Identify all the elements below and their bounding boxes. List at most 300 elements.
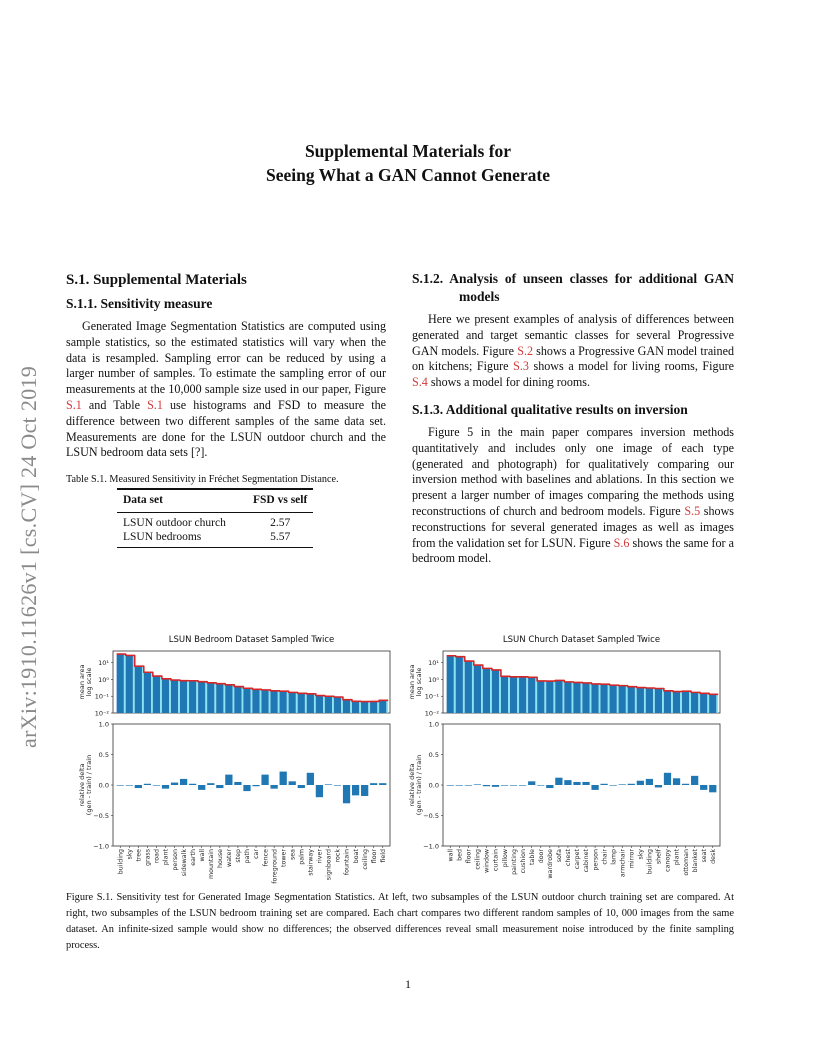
bar-gap-highlight <box>368 701 370 713</box>
bar-gap-highlight <box>169 679 171 713</box>
bar-mean-area <box>682 692 689 713</box>
y-tick-label: 10⁻² <box>424 709 439 718</box>
text-run: use histograms and FSD to measure the difference between two different samples of the same data set. Measurements are done for the LSUN outdoor church and the LSUN bedroom data sets [?]. <box>66 397 387 460</box>
bar-relative-delta <box>289 781 296 785</box>
bar-relative-delta <box>153 785 160 786</box>
sensitivity-paragraph <box>66 319 386 461</box>
bar-relative-delta <box>664 773 671 785</box>
bar-gap-highlight <box>386 700 388 713</box>
x-tick-label: field <box>379 849 387 863</box>
bar-gap-highlight <box>323 695 325 713</box>
table-cell: 2.57 <box>270 516 291 529</box>
y-axis-label: log scale <box>85 667 93 697</box>
sensitivity-table <box>117 488 313 548</box>
x-tick-label: sky <box>637 849 645 860</box>
bar-mean-area <box>225 685 232 713</box>
bar-gap-highlight <box>332 696 334 713</box>
text-run: shows a model for living rooms, Figure <box>528 359 735 374</box>
x-tick-label: fountain <box>343 849 351 876</box>
bar-relative-delta <box>171 783 178 785</box>
bar-mean-area <box>252 689 259 713</box>
bar-mean-area <box>289 692 296 713</box>
y-axis-label: mean area <box>408 664 416 700</box>
bar-gap-highlight <box>377 701 379 713</box>
bar-mean-area <box>456 657 463 713</box>
bar-mean-area <box>243 688 250 713</box>
bar-relative-delta <box>655 785 662 787</box>
bar-relative-delta <box>447 785 454 786</box>
bar-relative-delta <box>465 785 472 786</box>
bar-mean-area <box>555 681 562 713</box>
bar-mean-area <box>153 676 160 713</box>
bar-gap-highlight <box>590 683 592 713</box>
section-heading: S.1. Supplemental Materials <box>66 272 247 288</box>
y-tick-label: 1.0 <box>98 720 109 729</box>
text-run: Figure 5 in the main paper compares inversion methods quantitatively and includes only one image of each type (generated and photograph) for qualitatively comparing our inversion method with baselines and ablations. In this section we present a larger number of images comparing the methods using reconstructions of church and bedroom models. Figure <box>412 424 734 518</box>
x-tick-label: earth <box>189 849 197 866</box>
bar-gap-highlight <box>260 689 262 713</box>
bar-relative-delta <box>483 785 490 786</box>
bar-relative-delta <box>646 779 653 785</box>
x-tick-label: tower <box>280 849 288 867</box>
bar-mean-area <box>379 700 386 713</box>
y-tick-label: −0.5 <box>93 812 109 820</box>
x-tick-label: chair <box>601 849 609 865</box>
bar-relative-delta <box>234 782 241 785</box>
figure-ref-link[interactable]: S.3 <box>513 359 529 374</box>
figure-s1-charts <box>60 628 760 890</box>
bar-gap-highlight <box>251 688 253 713</box>
x-tick-label: person <box>592 849 600 871</box>
text-run: shows a model for dining rooms. <box>427 375 591 390</box>
x-tick-label: table <box>528 849 536 865</box>
x-tick-label: mountain <box>207 849 215 880</box>
bar-gap-highlight <box>608 685 610 713</box>
y-tick-label: −1.0 <box>93 842 109 851</box>
table-row <box>117 530 313 548</box>
bar-mean-area <box>144 673 151 713</box>
bar-mean-area <box>162 679 169 713</box>
x-tick-label: tree <box>135 849 143 862</box>
bar-gap-highlight <box>178 680 180 713</box>
bar-mean-area <box>352 701 359 713</box>
y-tick-label: 10⁻² <box>94 709 109 718</box>
x-tick-label: river <box>316 849 324 864</box>
x-tick-label: pillow <box>501 849 509 868</box>
bar-relative-delta <box>546 785 553 788</box>
x-tick-label: fence <box>262 849 270 867</box>
x-tick-label: building <box>646 849 654 875</box>
arxiv-stamp: arXiv:1910.11626v1 [cs.CV] 24 Oct 2019 <box>16 365 41 748</box>
bar-gap-highlight <box>214 683 216 713</box>
bar-mean-area <box>591 684 598 713</box>
bar-relative-delta <box>610 785 617 786</box>
bar-relative-delta <box>352 785 359 795</box>
x-tick-label: cabinet <box>583 849 591 873</box>
bar-mean-area <box>528 678 535 713</box>
bar-relative-delta <box>492 785 499 787</box>
x-tick-label: ceiling <box>361 849 369 870</box>
bar-mean-area <box>582 683 589 713</box>
x-tick-label: wall <box>447 849 455 862</box>
x-tick-label: painting <box>510 849 518 875</box>
bar-gap-highlight <box>544 681 546 713</box>
x-tick-label: sky <box>126 849 134 860</box>
bar-mean-area <box>519 677 526 713</box>
x-tick-label: shelf <box>655 849 663 865</box>
bar-relative-delta <box>501 785 508 786</box>
bar-relative-delta <box>474 784 481 785</box>
y-tick-label: −0.5 <box>423 812 439 820</box>
x-tick-label: lamp <box>610 849 618 865</box>
bar-mean-area <box>447 656 454 713</box>
bar-relative-delta <box>564 780 571 785</box>
bar-relative-delta <box>370 783 377 785</box>
bar-mean-area <box>601 685 608 713</box>
bar-gap-highlight <box>454 656 456 713</box>
bar-gap-highlight <box>205 682 207 713</box>
bar-gap-highlight <box>689 692 691 713</box>
x-tick-label: building <box>117 849 125 875</box>
text-run: Here we present examples of analysis of differences between generated and target semantic classes for several Progressive GAN models. Figure <box>412 312 734 358</box>
text-run: shows the same for a bedroom model. <box>412 535 734 566</box>
bar-gap-highlight <box>463 657 465 713</box>
bar-mean-area <box>135 666 142 713</box>
bar-relative-delta <box>537 785 544 786</box>
bar-mean-area <box>171 680 178 713</box>
x-tick-label: signboard <box>325 849 333 881</box>
x-tick-label: wall <box>198 849 206 862</box>
bar-mean-area <box>316 695 323 713</box>
x-tick-label: armchair <box>619 849 627 878</box>
x-tick-label: road <box>153 849 161 864</box>
bar-gap-highlight <box>124 654 126 713</box>
bar-mean-area <box>646 688 653 713</box>
bar-gap-highlight <box>599 684 601 713</box>
bar-relative-delta <box>135 785 142 788</box>
y-tick-label: 10⁻¹ <box>424 692 439 701</box>
x-tick-label: curtain <box>492 849 500 872</box>
bar-gap-highlight <box>526 677 528 713</box>
text-run: Generated Image Segmentation Statistics are computed using sample statistics, so the estimated statistics will vary when the data is resampled. Sampling error can be reduced by using a larger number of samples. To estimate the sampling error of our measurements at the 10,000 sample size used in our paper, Figure <box>66 319 386 397</box>
y-tick-label: −1.0 <box>423 842 439 851</box>
x-tick-label: plant <box>162 849 170 866</box>
bar-relative-delta <box>573 782 580 785</box>
bar-relative-delta <box>682 784 689 785</box>
chart-title: LSUN Bedroom Dataset Sampled Twice <box>168 635 335 645</box>
bar-mean-area <box>619 686 626 713</box>
x-tick-label: ottoman <box>682 849 690 876</box>
bar-relative-delta <box>700 785 707 790</box>
y-tick-label: 10¹ <box>428 659 439 668</box>
bar-mean-area <box>198 682 205 713</box>
y-tick-label: 10⁻¹ <box>94 692 109 701</box>
table-header-cell: Data set <box>117 489 247 512</box>
x-tick-label: car <box>253 849 261 859</box>
bar-relative-delta <box>144 784 151 785</box>
bar-mean-area <box>564 682 571 713</box>
bar-relative-delta <box>180 779 187 785</box>
x-tick-label: grass <box>144 849 152 867</box>
bar-mean-area <box>492 670 499 713</box>
paper-title <box>0 139 816 187</box>
bar-mean-area <box>361 701 368 713</box>
bar-mean-area <box>610 685 617 713</box>
bar-mean-area <box>483 669 490 713</box>
bar-mean-area <box>216 684 223 713</box>
x-tick-label: sea <box>289 849 297 861</box>
y-axis-label: relative delta <box>78 763 86 807</box>
bar-mean-area <box>261 690 268 713</box>
bar-mean-area <box>325 696 332 713</box>
figure-s1 <box>60 628 760 888</box>
x-tick-label: step <box>235 849 243 863</box>
bar-gap-highlight <box>517 677 519 713</box>
title-line-1: Supplemental Materials for <box>304 141 512 161</box>
y-axis-label: log scale <box>415 667 423 697</box>
bar-mean-area <box>474 665 481 713</box>
x-tick-label: ceiling <box>474 849 482 870</box>
bar-relative-delta <box>456 785 463 786</box>
x-tick-label: boat <box>352 849 360 864</box>
bar-gap-highlight <box>653 688 655 713</box>
bar-gap-highlight <box>707 694 709 713</box>
bar-mean-area <box>370 701 377 713</box>
bar-relative-delta <box>307 773 314 785</box>
bar-gap-highlight <box>223 684 225 713</box>
bar-relative-delta <box>261 775 268 785</box>
x-tick-label: chest <box>565 849 573 867</box>
bar-relative-delta <box>361 785 368 796</box>
bar-mean-area <box>189 681 196 713</box>
bar-relative-delta <box>673 778 680 785</box>
table-ref-link[interactable]: S.1 <box>147 397 163 412</box>
bar-mean-area <box>126 656 133 713</box>
bar-mean-area <box>700 694 707 713</box>
bar-gap-highlight <box>581 683 583 713</box>
x-tick-label: foreground <box>271 849 279 884</box>
right-column <box>412 270 734 574</box>
x-tick-label: sofa <box>556 849 564 863</box>
y-tick-label: 0.5 <box>428 751 439 759</box>
bar-relative-delta <box>528 781 535 785</box>
bar-gap-highlight <box>626 686 628 713</box>
bar-gap-highlight <box>680 692 682 713</box>
bar-relative-delta <box>298 785 305 788</box>
y-axis-label: (gen - train) / train <box>85 754 93 816</box>
bar-relative-delta <box>637 781 644 785</box>
bar-gap-highlight <box>671 691 673 713</box>
bar-mean-area <box>234 687 241 713</box>
bar-gap-highlight <box>635 687 637 713</box>
bar-relative-delta <box>379 783 386 785</box>
left-column <box>66 270 386 548</box>
bar-gap-highlight <box>644 688 646 713</box>
bar-mean-area <box>510 677 517 713</box>
text-run: shows a Progressive GAN model trained on kitchens; Figure <box>412 343 735 374</box>
figure-ref-link[interactable]: S.4 <box>412 375 428 390</box>
bar-relative-delta <box>207 783 214 785</box>
bar-gap-highlight <box>617 685 619 713</box>
y-axis-label: mean area <box>78 664 86 700</box>
y-tick-label: 0.0 <box>98 781 109 790</box>
y-axis-label: relative delta <box>408 763 416 807</box>
y-tick-label: 0.0 <box>428 781 439 790</box>
bar-gap-highlight <box>553 681 555 713</box>
x-tick-label: blanket <box>691 849 699 873</box>
x-tick-label: window <box>483 849 491 873</box>
bar-relative-delta <box>334 785 341 786</box>
bar-mean-area <box>207 683 214 713</box>
bar-relative-delta <box>271 785 278 789</box>
subsection-heading-unseen-classes: S.1.2. Analysis of unseen classes for additional GAN models <box>412 271 734 304</box>
bar-mean-area <box>271 691 278 713</box>
bar-gap-highlight <box>278 691 280 713</box>
bar-mean-area <box>691 693 698 713</box>
y-tick-label: 1.0 <box>428 720 439 729</box>
bar-gap-highlight <box>242 687 244 713</box>
y-axis-label: (gen - train) / train <box>415 754 423 816</box>
x-tick-label: palm <box>298 849 306 865</box>
x-tick-label: sidewalk <box>180 849 188 877</box>
bar-gap-highlight <box>305 693 307 713</box>
bar-mean-area <box>298 693 305 713</box>
bar-mean-area <box>709 695 716 713</box>
bar-relative-delta <box>243 785 250 791</box>
table-caption: Table S.1. Measured Sensitivity in Fréchet Segmentation Distance. <box>66 474 339 486</box>
bar-mean-area <box>673 692 680 713</box>
bar-gap-highlight <box>662 689 664 713</box>
bar-gap-highlight <box>160 676 162 713</box>
bar-relative-delta <box>189 784 196 785</box>
bar-mean-area <box>465 661 472 713</box>
table-header-cell: FSD vs self <box>247 489 313 512</box>
x-tick-label: carpet <box>574 849 582 870</box>
y-tick-label: 10¹ <box>98 659 109 668</box>
bar-gap-highlight <box>562 681 564 713</box>
figure-caption: Figure S.1. Sensitivity test for Generated Image Segmentation Statistics. At left, two subsamples of the LSUN outdoor church training set are compared. At right, two subsamples of the LSUN bedroom training set are compared. Each chart compares two different random samples of 10, 000 images from the same dataset. An infinite-sized sample would show no differences; the observed differences reveal small measurement noise introduced by the finite sampling process. <box>66 892 734 951</box>
bar-relative-delta <box>316 785 323 797</box>
subsection-heading-sensitivity: S.1.1. Sensitivity measure <box>66 296 213 311</box>
x-tick-label: stairway <box>307 849 315 876</box>
bar-gap-highlight <box>269 690 271 713</box>
x-tick-label: wardrobe <box>547 849 555 879</box>
bar-relative-delta <box>225 775 232 785</box>
bar-gap-highlight <box>287 692 289 713</box>
chart-title: LSUN Church Dataset Sampled Twice <box>502 635 661 645</box>
bar-mean-area <box>180 681 187 713</box>
x-tick-label: door <box>537 849 545 864</box>
page-number: 1 <box>405 977 411 991</box>
bar-gap-highlight <box>535 678 537 713</box>
y-tick-label: 10⁰ <box>428 675 439 684</box>
bar-mean-area <box>546 681 553 713</box>
x-tick-label: bed <box>456 849 464 861</box>
bar-relative-delta <box>117 785 124 786</box>
table-row <box>117 512 313 530</box>
bar-gap-highlight <box>296 692 298 713</box>
bar-relative-delta <box>691 776 698 785</box>
inversion-paragraph <box>412 425 734 567</box>
x-tick-label: path <box>244 849 252 864</box>
figure-ref-link[interactable]: S.5 <box>684 503 701 518</box>
bar-mean-area <box>637 688 644 713</box>
bar-relative-delta <box>252 785 259 786</box>
bar-gap-highlight <box>359 701 361 713</box>
bar-mean-area <box>573 683 580 713</box>
bar-gap-highlight <box>232 685 234 713</box>
figure-ref-link[interactable]: S.1 <box>66 397 82 412</box>
bar-mean-area <box>307 694 314 713</box>
table-cell: LSUN outdoor church <box>123 516 226 529</box>
bar-mean-area <box>537 681 544 713</box>
bar-relative-delta <box>519 785 526 786</box>
bar-gap-highlight <box>142 666 144 713</box>
table-cell: LSUN bedrooms <box>117 530 247 548</box>
x-tick-label: cushion <box>519 849 527 874</box>
bar-mean-area <box>664 691 671 713</box>
bar-gap-highlight <box>151 673 153 713</box>
text-run: shows reconstructions for several generated images as well as images from the validation set for LSUN. Figure <box>412 503 735 550</box>
x-tick-label: plant <box>673 849 681 866</box>
bar-relative-delta <box>591 785 598 790</box>
bar-mean-area <box>343 699 350 713</box>
bar-mean-area <box>628 687 635 713</box>
bar-relative-delta <box>510 785 517 786</box>
y-tick-label: 10⁰ <box>98 675 109 684</box>
bar-gap-highlight <box>716 695 718 713</box>
x-tick-label: house <box>217 849 225 868</box>
table-cell: 5.57 <box>247 530 313 548</box>
bar-mean-area <box>655 689 662 713</box>
bar-gap-highlight <box>572 682 574 713</box>
x-tick-label: water <box>226 849 234 867</box>
bar-relative-delta <box>582 782 589 785</box>
bar-relative-delta <box>162 785 169 789</box>
unseen-classes-paragraph <box>412 312 734 391</box>
bar-mean-area <box>117 654 124 713</box>
bar-gap-highlight <box>187 681 189 713</box>
title-line-2: Seeing What a GAN Cannot Generate <box>265 165 551 185</box>
bar-gap-highlight <box>196 681 198 713</box>
bar-relative-delta <box>619 784 626 785</box>
bar-mean-area <box>280 692 287 713</box>
bar-relative-delta <box>601 784 608 785</box>
bar-gap-highlight <box>490 669 492 713</box>
x-tick-label: desk <box>709 849 717 864</box>
bar-relative-delta <box>126 785 133 786</box>
subsection-heading-inversion: S.1.3. Additional qualitative results on inversion <box>412 401 688 417</box>
x-tick-label: person <box>171 849 179 871</box>
figure-ref-link[interactable]: S.2 <box>517 343 534 358</box>
bar-mean-area <box>501 677 508 713</box>
bar-relative-delta <box>216 785 223 788</box>
figure-ref-link[interactable]: S.6 <box>613 535 630 550</box>
bar-mean-area <box>334 697 341 713</box>
x-tick-label: floor <box>370 849 378 864</box>
bar-relative-delta <box>709 785 716 792</box>
bar-relative-delta <box>280 772 287 785</box>
bar-relative-delta <box>555 778 562 785</box>
bar-relative-delta <box>325 784 332 785</box>
bar-gap-highlight <box>481 665 483 713</box>
bar-gap-highlight <box>314 694 316 713</box>
bar-relative-delta <box>343 785 350 803</box>
x-tick-label: seat <box>700 849 708 863</box>
bar-relative-delta <box>198 785 205 790</box>
x-tick-label: floor <box>465 849 473 864</box>
x-tick-label: mirror <box>628 849 636 869</box>
